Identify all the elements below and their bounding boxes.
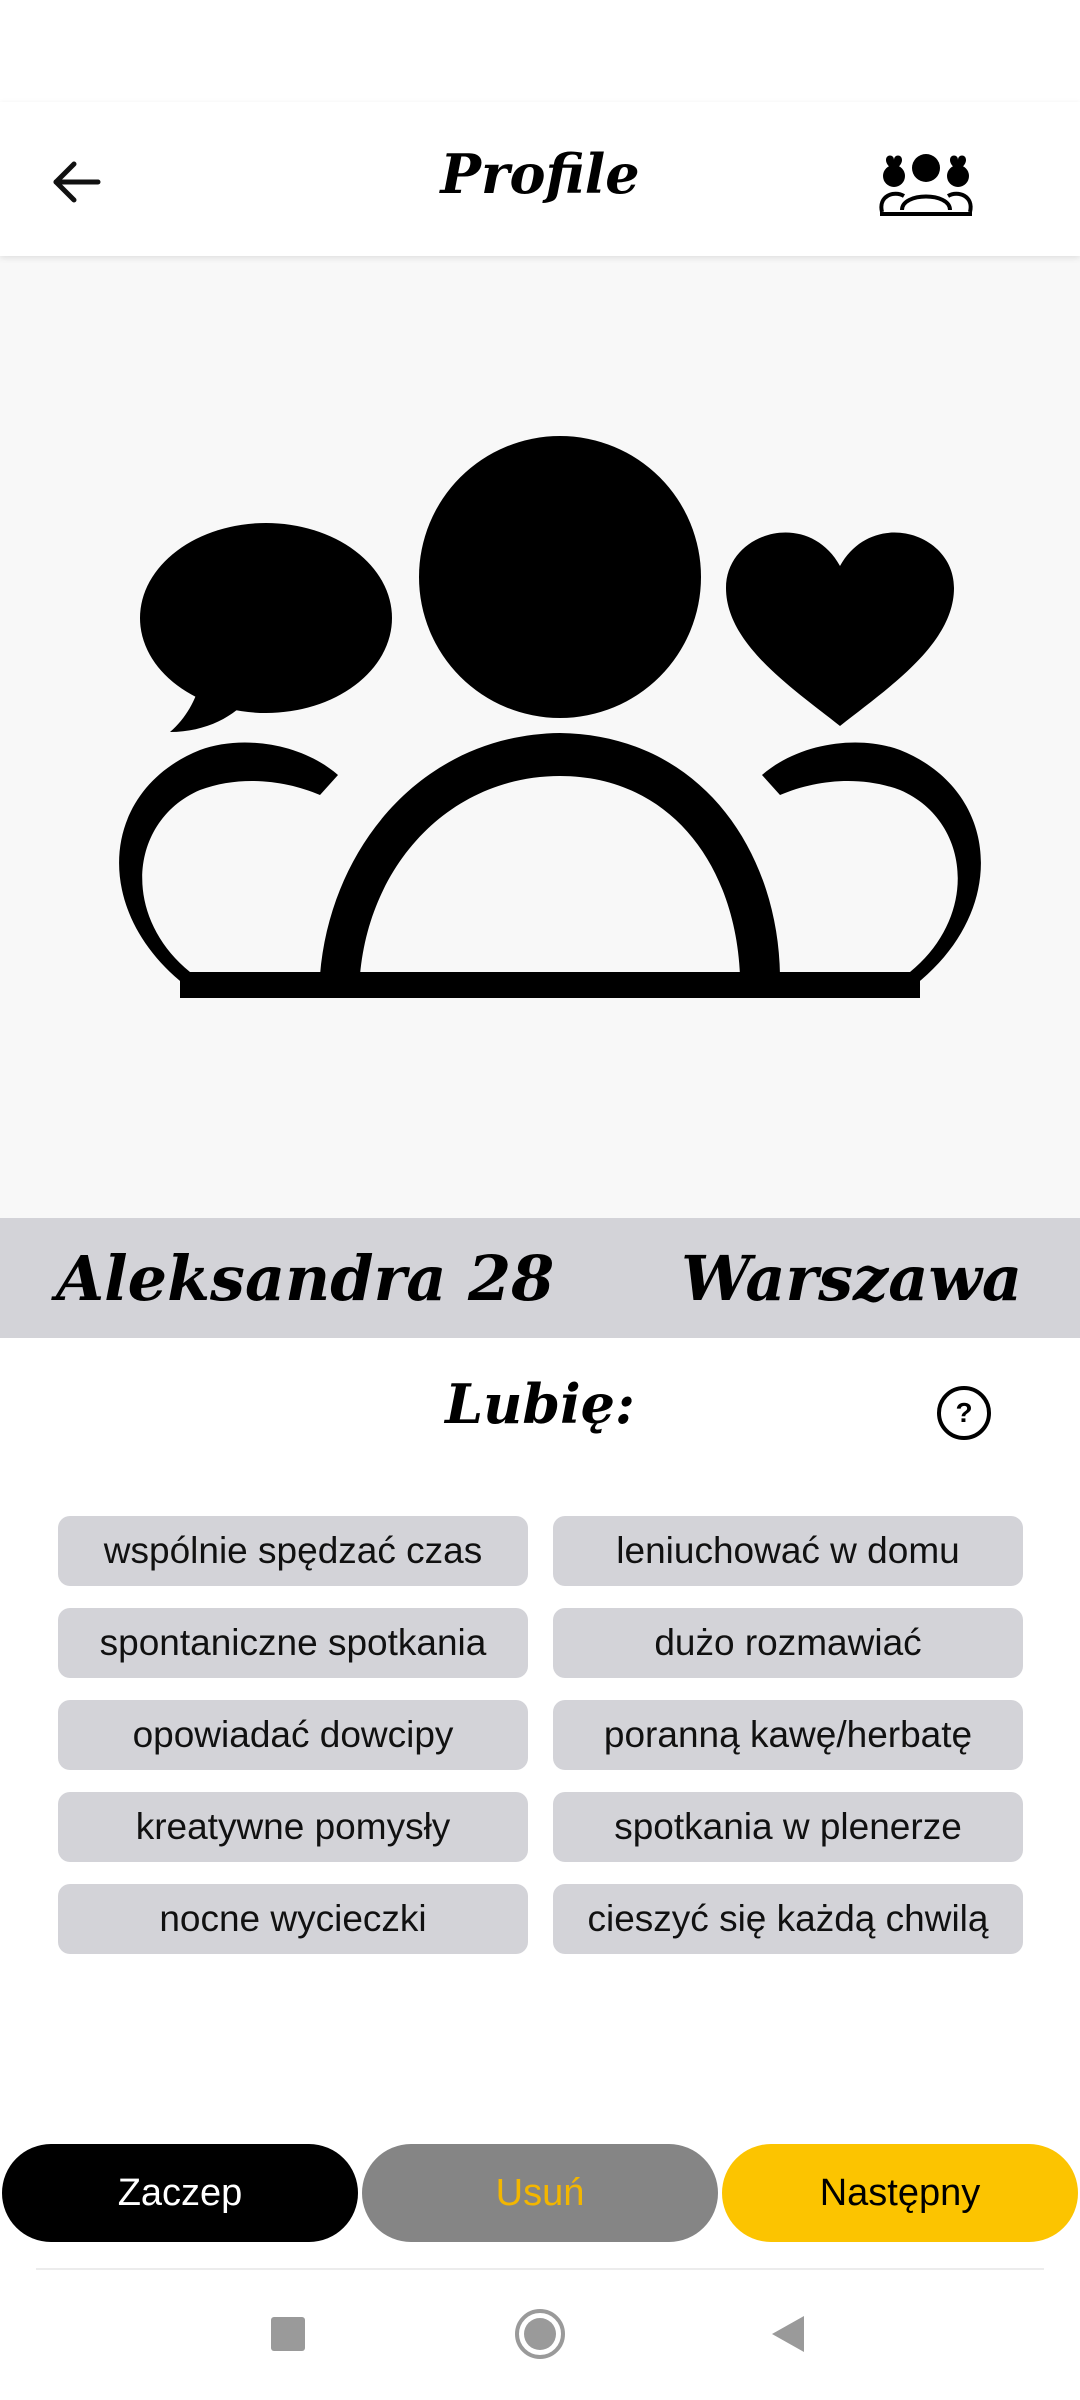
help-button[interactable] (937, 1386, 991, 1440)
profile-photo (0, 256, 1080, 1218)
city-label: Warszawa (681, 1242, 1022, 1315)
zaczep-button[interactable]: Zaczep (2, 2144, 358, 2242)
page-title: Profile (440, 142, 640, 206)
like-chip: spotkania w plenerze (553, 1792, 1023, 1862)
square-recents-icon[interactable] (268, 2314, 308, 2354)
next-button[interactable]: Następny (722, 2144, 1078, 2242)
like-chip: kreatywne pomysły (58, 1792, 528, 1862)
group-hearts-icon (872, 152, 980, 226)
app-header (0, 102, 1080, 256)
like-chip: leniuchować w domu (553, 1516, 1023, 1586)
name-age-label: Aleksandra 28 (56, 1242, 555, 1315)
divider (36, 2268, 1044, 2270)
like-chip: wspólnie spędzać czas (58, 1516, 528, 1586)
likes-title: Lubię: (445, 1372, 635, 1436)
group-button[interactable] (872, 152, 980, 226)
help-icon: ? (955, 1397, 973, 1428)
circle-home-icon[interactable] (514, 2308, 566, 2360)
triangle-back-icon[interactable] (766, 2312, 810, 2356)
action-bar (2, 2144, 1078, 2242)
like-chip: cieszyć się każdą chwilą (553, 1884, 1023, 1954)
people-chat-heart-icon (0, 256, 1080, 1218)
profile-name-bar (0, 1218, 1080, 1338)
system-nav-bar (0, 2280, 1080, 2386)
like-chip: poranną kawę/herbatę (553, 1700, 1023, 1770)
like-chip: spontaniczne spotkania (58, 1608, 528, 1678)
like-chip: nocne wycieczki (58, 1884, 528, 1954)
likes-list (58, 1516, 1023, 1954)
like-chip: dużo rozmawiać (553, 1608, 1023, 1678)
delete-button[interactable]: Usuń (362, 2144, 718, 2242)
like-chip: opowiadać dowcipy (58, 1700, 528, 1770)
